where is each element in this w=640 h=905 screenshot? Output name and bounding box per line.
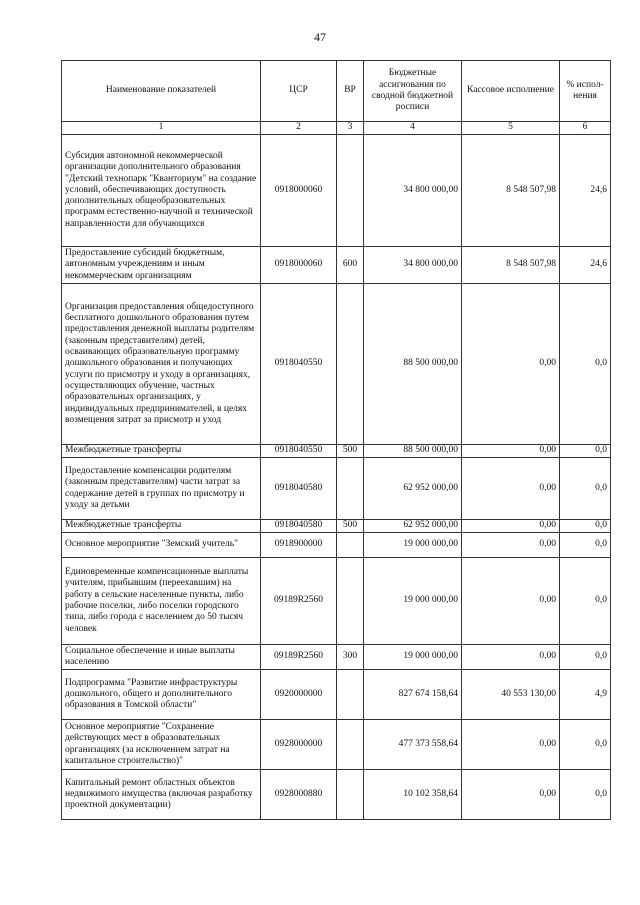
row-percent: 0,0 [560,284,611,445]
column-number: 5 [462,122,560,135]
row-csr: 0918040550 [261,284,337,445]
row-allocation: 19 000 000,00 [364,558,462,645]
row-csr: 0928000880 [261,770,337,820]
row-csr: 09189R2560 [261,558,337,645]
page-number: 47 [314,30,326,44]
row-percent: 4,9 [560,670,611,720]
table-row [62,284,611,445]
table-row [62,458,611,520]
row-name: Межбюджетные трансферты [62,520,261,533]
row-execution: 0,00 [462,720,560,770]
row-execution: 0,00 [462,558,560,645]
row-name: Субсидия автономной некоммерческой организации дополнительного образования "Детский технопарк "Кванториум" на создание условий, обеспечивающих доступность дополнительных общеобразовательных программ естественно-научной и технической направленности для обучающихся [62,135,261,247]
row-vr [337,458,364,520]
column-number: 2 [261,122,337,135]
row-percent: 0,0 [560,533,611,558]
row-execution: 0,00 [462,520,560,533]
row-vr: 600 [337,247,364,284]
row-csr: 09189R2560 [261,645,337,670]
row-csr: 0918040550 [261,445,337,458]
row-allocation: 19 000 000,00 [364,533,462,558]
row-allocation: 34 800 000,00 [364,247,462,284]
row-csr: 0918040580 [261,520,337,533]
row-percent: 0,0 [560,445,611,458]
row-allocation: 88 500 000,00 [364,284,462,445]
row-percent: 0,0 [560,458,611,520]
row-percent: 0,0 [560,720,611,770]
row-name: Социальное обеспечение и иные выплаты населению [62,645,261,670]
row-vr [337,770,364,820]
header-execution: Кассовое исполнение [462,61,560,122]
row-execution: 0,00 [462,445,560,458]
row-csr: 0918000060 [261,135,337,247]
row-allocation: 10 102 358,64 [364,770,462,820]
row-percent: 24,6 [560,135,611,247]
row-name: Капитальный ремонт областных объектов недвижимого имущества (включая разработку проектной документации) [62,770,261,820]
row-csr: 0918000060 [261,247,337,284]
table-row [62,770,611,820]
row-execution: 0,00 [462,770,560,820]
header-row [62,61,611,122]
row-name: Предоставление компенсации родителям (законным представителям) части затрат за содержание детей в группах по присмотру и уходу за детьми [62,458,261,520]
row-allocation: 827 674 158,64 [364,670,462,720]
table-row [62,520,611,533]
row-allocation: 477 373 558,64 [364,720,462,770]
row-execution: 40 553 130,00 [462,670,560,720]
table-row [62,720,611,770]
row-percent: 0,0 [560,645,611,670]
row-allocation: 88 500 000,00 [364,445,462,458]
row-vr [337,720,364,770]
table-row [62,533,611,558]
row-name: Единовременные компенсационные выплаты учителям, прибывшим (переехавшим) на работу в сельские населенные пункты, либо рабочие поселки, либо поселки городского типа, либо города с населением до 50 тысяч человек [62,558,261,645]
row-name: Межбюджетные трансферты [62,445,261,458]
row-percent: 0,0 [560,520,611,533]
row-vr: 500 [337,445,364,458]
column-number: 4 [364,122,462,135]
row-vr [337,284,364,445]
column-number-row [62,122,611,135]
header-name: Наименование показателей [62,61,261,122]
row-csr: 0920000000 [261,670,337,720]
row-name: Основное мероприятие "Сохранение действующих мест в образовательных организациях (за исключением затрат на капитальное строительство)" [62,720,261,770]
row-vr: 300 [337,645,364,670]
row-csr: 0918900000 [261,533,337,558]
row-allocation: 19 000 000,00 [364,645,462,670]
row-vr: 500 [337,520,364,533]
row-execution: 8 548 507,98 [462,135,560,247]
row-name: Основное мероприятие "Земский учитель" [62,533,261,558]
row-percent: 0,0 [560,770,611,820]
row-vr [337,670,364,720]
table-row [62,135,611,247]
row-name: Подпрограмма "Развитие инфраструктуры дошкольного, общего и дополнительного образования в Томской области" [62,670,261,720]
column-number: 1 [62,122,261,135]
header-allocations: Бюджетные ассигнования по сводной бюджетной росписи [364,61,462,122]
budget-table [61,60,611,820]
table-row [62,645,611,670]
header-vr: ВР [337,61,364,122]
row-name: Предоставление субсидий бюджетным, автономным учреждениям и иным некоммерческим организациям [62,247,261,284]
column-number: 3 [337,122,364,135]
row-vr [337,135,364,247]
row-allocation: 62 952 000,00 [364,458,462,520]
row-percent: 0,0 [560,558,611,645]
row-execution: 8 548 507,98 [462,247,560,284]
column-number: 6 [560,122,611,135]
row-percent: 24,6 [560,247,611,284]
table-row [62,558,611,645]
row-name: Организация предоставления общедоступного бесплатного дошкольного образования путем предоставления денежной выплаты родителям (законным представителям) детей, осваивающих образовательную программу дошкольного образования и получающих услуги по присмотру и уходу в организациях, осуществляющих обучение, частных образовательных организациях, у индивидуальных предпринимателей, в целях возмещения затрат за присмотр и уход [62,284,261,445]
row-csr: 0918040580 [261,458,337,520]
row-allocation: 34 800 000,00 [364,135,462,247]
row-execution: 0,00 [462,458,560,520]
table-row [62,247,611,284]
row-execution: 0,00 [462,284,560,445]
table-row [62,670,611,720]
row-allocation: 62 952 000,00 [364,520,462,533]
row-execution: 0,00 [462,533,560,558]
row-vr [337,533,364,558]
header-csr: ЦСР [261,61,337,122]
row-execution: 0,00 [462,645,560,670]
row-csr: 0928000000 [261,720,337,770]
row-vr [337,558,364,645]
header-percent: % испол-нения [560,61,611,122]
table-row [62,445,611,458]
